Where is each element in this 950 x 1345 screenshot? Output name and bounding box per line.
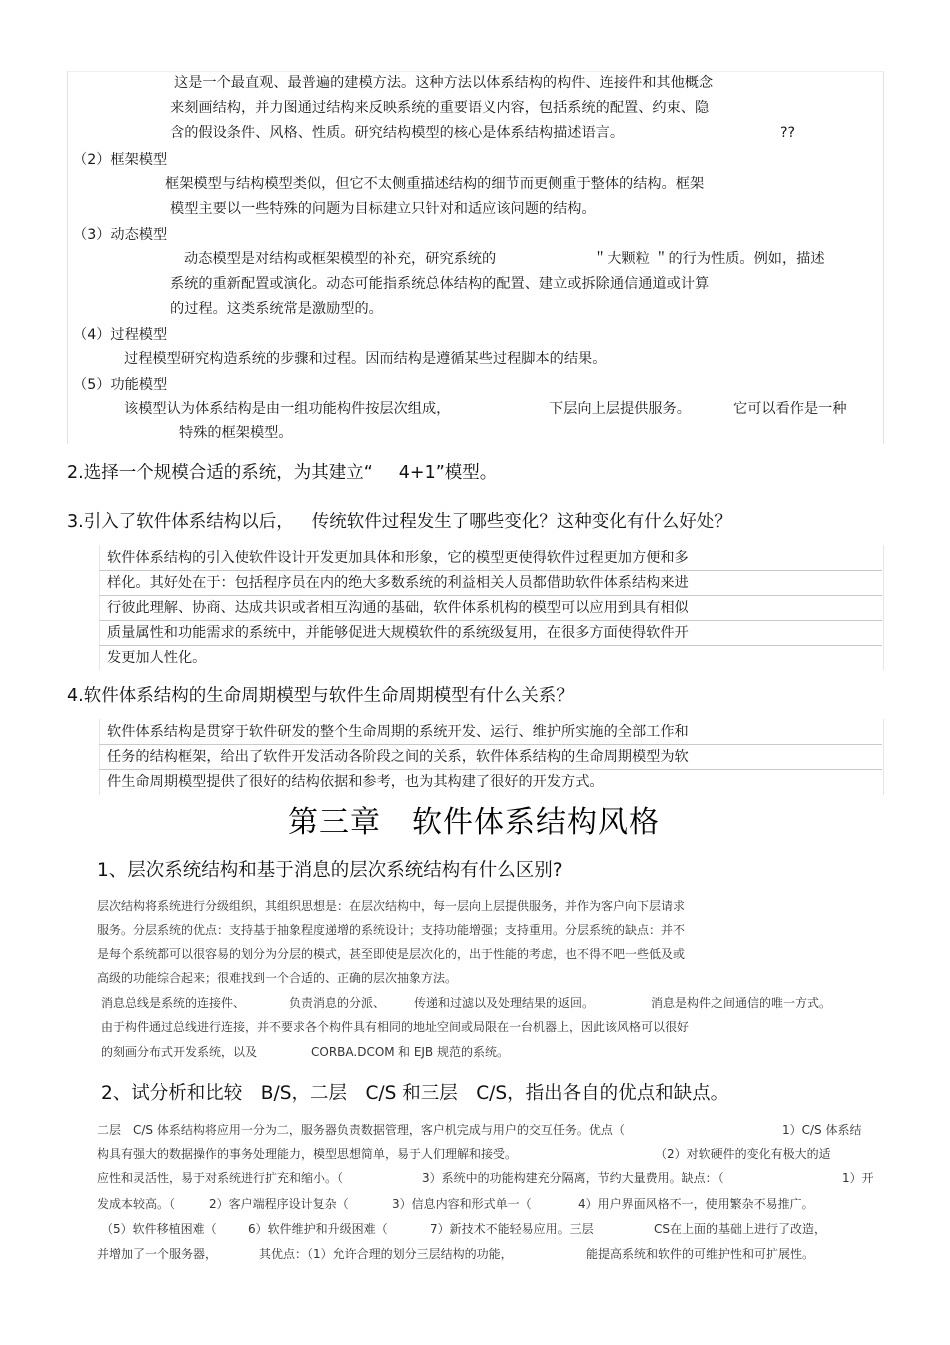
layered-answer-line-1: 层次结构将系统进行分级组织，其组织思想是：在层次结构中，每一层向上层提供服务，并作为客户向下层请求: [97, 899, 686, 913]
cs-answer-line-3c: 1）开: [842, 1171, 874, 1185]
functional-model-line-1b: 下层向上层提供服务。: [549, 401, 691, 417]
question-2-title-part-1: 2.选择一个规模合适的系统，为其建立“: [67, 463, 373, 483]
chapter-title: 第三章 软件体系结构风格: [288, 805, 660, 840]
cs-answer-line-5d: CS在上面的基础上进行了改造，: [654, 1222, 826, 1236]
cs-answer-line-6b: 其优点：（1）允许合理的划分三层结构的功能，: [259, 1247, 513, 1261]
answer-rule: [99, 570, 882, 571]
dynamic-model-line-1b: ＂大颗粒 ＂的行为性质。例如，描述: [593, 251, 825, 267]
layered-answer-line-3: 是每个系统都可以很容易的划分为分层的模式，甚至即使是层次化的，出于性能的考虑，也不得不吧一些低及或: [97, 947, 686, 961]
framework-model-heading: （2）框架模型: [73, 152, 168, 168]
message-bus-part-2: 负责消息的分派、: [289, 996, 386, 1010]
structure-model-line-3: 含的假设条件、风格、性质。研究结构模型的核心是体系结构描述语言。: [170, 125, 625, 141]
message-bus-line-6: 由于构件通过总线进行连接，并不要求各个构件具有相同的地址空间或局限在一台机器上，因此该风格可以很好: [101, 1020, 690, 1034]
dynamic-model-heading: （3）动态模型: [73, 227, 168, 243]
question-4-answer-line-2: 任务的结构框架，给出了软件开发活动各阶段之间的关系，软件体系结构的生命周期模型为软: [107, 749, 689, 765]
cs-answer-line-5b: 6）软件维护和升级困难（: [248, 1222, 388, 1236]
question-4-title: 4.软件体系结构的生命周期模型与软件生命周期模型有什么关系？: [67, 686, 574, 706]
framework-model-line-1: 框架模型与结构模型类似，但它不太侧重描述结构的细节而更侧重于整体的结构。框架: [165, 176, 705, 192]
message-bus-line-7a: 的刻画分布式开发系统，以及: [101, 1045, 258, 1059]
functional-model-line-2: 特殊的框架模型。: [179, 425, 293, 441]
question-3-answer-line-4: 质量属性和功能需求的系统中，并能够促进大规模软件的系统级复用，在很多方面使得软件开: [107, 625, 689, 641]
functional-model-heading: （5）功能模型: [73, 377, 168, 393]
cs-answer-line-1b: 1）C/S 体系结: [782, 1123, 862, 1137]
dynamic-model-line-2: 系统的重新配置或演化。动态可能指系统总体结构的配置、建立或拆除通信通道或计算: [170, 276, 710, 292]
question-3-answer-line-1: 软件体系结构的引入使软件设计开发更加具体和形象，它的模型更使得软件过程更加方便和多: [107, 550, 689, 566]
chapter-question-2-title: 2、试分析和比较 B/S，二层 C/S 和三层 C/S，指出各自的优点和缺点。: [101, 1083, 730, 1104]
question-3-answer-line-5: 发更加人性化。: [107, 650, 207, 666]
cs-answer-line-1a: 二层 C/S 体系结构将应用一分为二，服务器负责数据管理，客户机完成与用户的交互任务。优点（: [97, 1123, 625, 1137]
question-3-title-part-2: 传统软件过程发生了哪些变化？这种变化有什么好处？: [311, 512, 732, 532]
functional-model-line-1: 该模型认为体系结构是由一组功能构件按层次组成，: [124, 401, 451, 417]
chapter-question-1-title: 1、层次系统结构和基于消息的层次系统结构有什么区别?: [97, 860, 563, 881]
process-model-line-1: 过程模型研究构造系统的步骤和过程。因而结构是遵循某些过程脚本的结果。: [124, 351, 607, 367]
question-2-title-part-2: 4+1”模型。: [398, 463, 498, 483]
cs-answer-line-3b: 3）系统中的功能构建充分隔离，节约大量费用。缺点：（: [422, 1171, 724, 1185]
cs-answer-line-5c: 7）新技术不能轻易应用。三层: [430, 1222, 594, 1236]
process-model-heading: （4）过程模型: [73, 327, 168, 343]
answer-rule: [99, 769, 882, 770]
answer-rule: [99, 645, 882, 646]
cs-answer-line-5a: （5）软件移植困难（: [101, 1222, 217, 1236]
dynamic-model-line-1: 动态模型是对结构或框架模型的补充，研究系统的: [184, 251, 497, 267]
layered-answer-line-4: 高级的功能综合起来；很难找到一个合适的、正确的层次抽象方法。: [97, 971, 458, 985]
structure-model-line-2: 来刻画结构，并力图通过结构来反映系统的重要语义内容，包括系统的配置、约束、隐: [170, 100, 710, 116]
cs-answer-line-2b: （2）对软硬件的变化有极大的适: [655, 1147, 831, 1161]
question-3-title: [67, 510, 732, 534]
cs-answer-line-6a: 并增加了一个服务器，: [97, 1247, 218, 1261]
question-3-answer-line-3: 行彼此理解、协商、达成共识或者相互沟通的基础，软件体系机构的模型可以应用到具有相似: [107, 600, 689, 616]
message-bus-part-4: 消息是构件之间通信的唯一方式。: [651, 996, 832, 1010]
message-bus-line-7c: 和 EJB 规范的系统。: [398, 1045, 509, 1059]
message-bus-part-3: 传递和过滤以及处理结果的返回。: [414, 996, 595, 1010]
cs-answer-line-4a: 发成本较高。（: [97, 1197, 176, 1211]
answer-rule: [99, 595, 882, 596]
layered-answer-line-2: 服务。分层系统的优点：支持基于抽象程度递增的系统设计；支持功能增强；支持重用。分层系统的缺点：并不: [97, 923, 686, 937]
cs-answer-line-4d: 4）用户界面风格不一，使用繁杂不易推广。: [578, 1197, 814, 1211]
message-bus-line-7b: CORBA.DCOM: [311, 1045, 395, 1059]
cs-answer-line-6c: 能提高系统和软件的可维护性和可扩展性。: [586, 1247, 815, 1261]
question-3-answer-line-2: 样化。其好处在于：包括程序员在内的绝大多数系统的利益相关人员都借助软件体系结构来进: [107, 575, 689, 591]
framework-model-line-2: 模型主要以一些特殊的问题为目标建立只针对和适应该问题的结构。: [170, 201, 596, 217]
message-bus-part-1: 消息总线是系统的连接件、: [101, 996, 246, 1010]
answer-rule: [99, 620, 882, 621]
structure-model-line-1: 这是一个最直观、最普遍的建模方法。这种方法以体系结构的构件、连接件和其他概念: [174, 75, 714, 91]
question-4-answer-line-3: 件生命周期模型提供了很好的结构依据和参考，也为其构建了很好的开发方式。: [107, 774, 604, 790]
question-3-title-part-1: 3.引入了软件体系结构以后，: [67, 512, 294, 532]
cs-answer-line-4c: 3）信息内容和形式单一（: [392, 1197, 532, 1211]
functional-model-line-1c: 它可以看作是一种: [733, 401, 847, 417]
question-4-answer-line-1: 软件体系结构是贯穿于软件研发的整个生命周期的系统开发、运行、维护所实施的全部工作和: [107, 724, 689, 740]
cs-answer-line-2a: 构具有强大的数据操作的事务处理能力，模型思想简单，易于人们理解和接受。: [97, 1147, 518, 1161]
question-2-title: [67, 461, 497, 485]
dynamic-model-line-3: 的过程。这类系统常是激励型的。: [170, 301, 383, 317]
answer-rule: [99, 744, 882, 745]
cs-answer-line-4b: 2）客户端程序设计复杂（: [209, 1197, 349, 1211]
question-marks: ??: [780, 125, 796, 141]
cs-answer-line-3a: 应性和灵活性，易于对系统进行扩充和缩小。（: [97, 1171, 344, 1185]
